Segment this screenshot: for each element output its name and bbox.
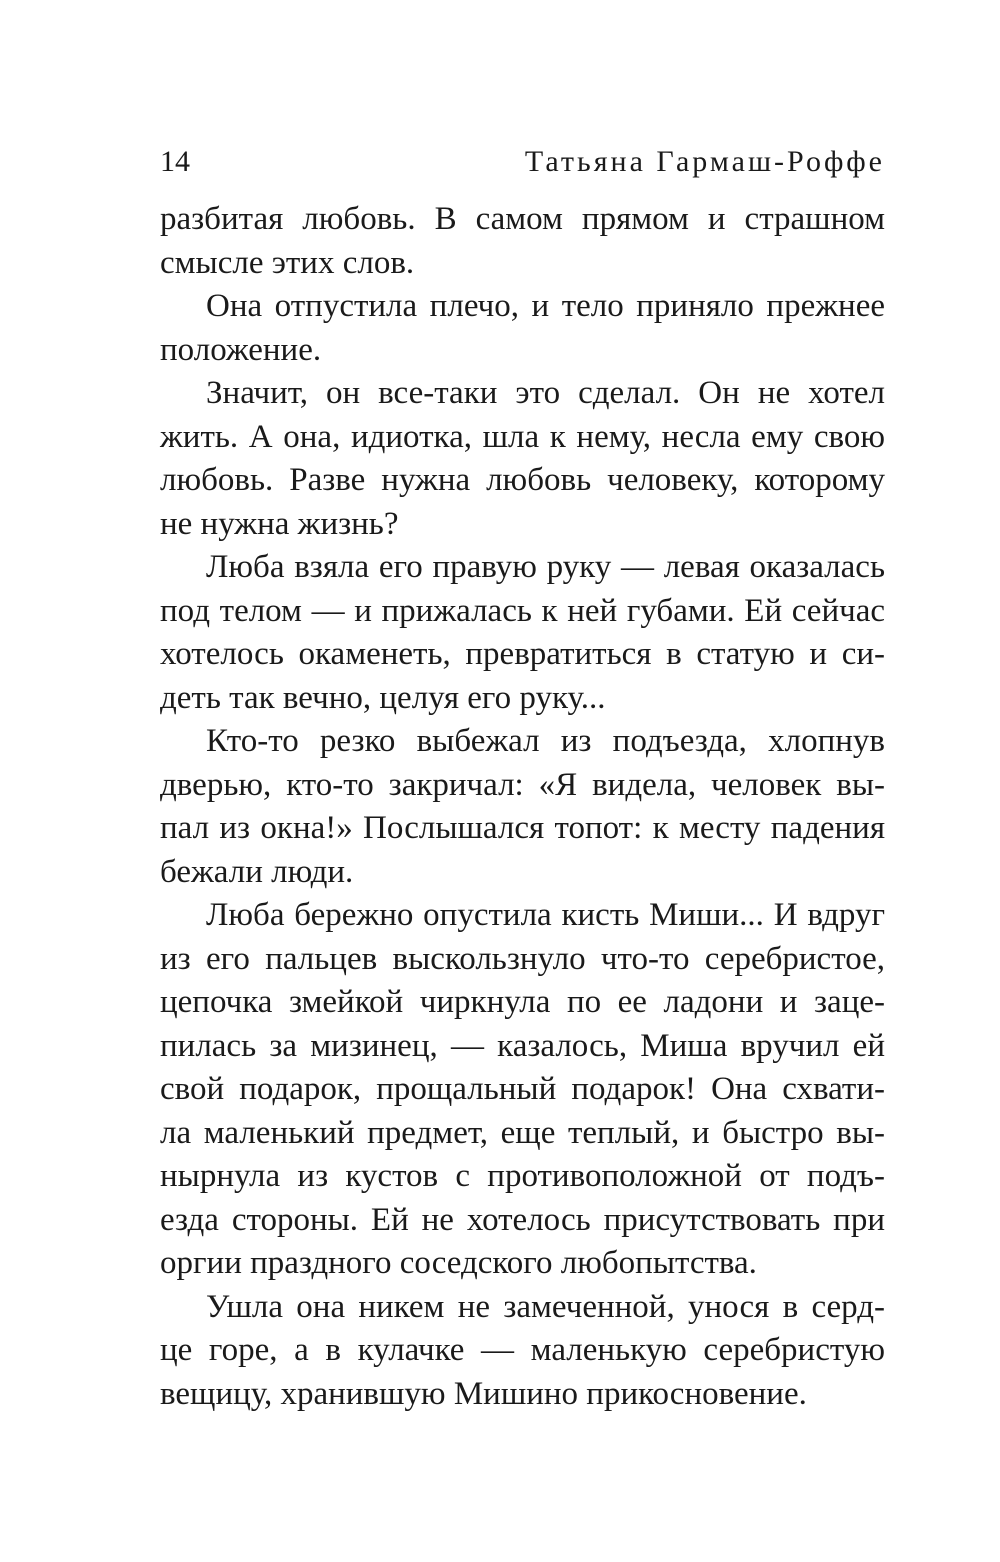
text-line: под телом — и прижалась к ней губами. Ей сейчас bbox=[160, 592, 885, 629]
text-line: Люба бережно опустила кисть Миши... И вдруг bbox=[206, 897, 885, 933]
paragraph bbox=[160, 894, 885, 1286]
text-line: разбитая любовь. В самом прямом и страшном bbox=[160, 201, 885, 237]
text-line: Она отпустила плечо, и тело приняло прежнее bbox=[206, 288, 885, 324]
text-line: Ушла она никем не замеченной, унося в серд- bbox=[206, 1288, 885, 1325]
running-head bbox=[160, 142, 885, 186]
text-line: положение. bbox=[160, 331, 322, 368]
text-line: Значит, он все-таки это сделал. Он не хотел bbox=[206, 375, 885, 411]
body-text bbox=[160, 198, 885, 1416]
text-line: пал из окна!» Послышался топот: к месту падения bbox=[160, 810, 885, 846]
text-line: нырнула из кустов с противоположной от подъ- bbox=[160, 1158, 885, 1194]
page-number: 14 bbox=[160, 145, 190, 178]
text-line: ла маленький предмет, еще теплый, и быстро вы- bbox=[160, 1114, 885, 1151]
text-line: дверью, кто-то закричал: «Я видела, человек вы- bbox=[160, 766, 885, 803]
text-line: свой подарок, прощальный подарок! Она схвати- bbox=[160, 1071, 885, 1107]
text-line: пилась за мизинец, — казалось, Миша вручил ей bbox=[160, 1027, 885, 1064]
text-line: бежали люди. bbox=[160, 853, 354, 890]
text-line: хотелось окаменеть, превратиться в статую и си- bbox=[160, 636, 885, 672]
running-head-author: Татьяна Гармаш-Роффе bbox=[524, 145, 885, 178]
text-line: деть так вечно, целуя его руку... bbox=[160, 679, 606, 716]
book-page bbox=[160, 142, 885, 1416]
text-line: смысле этих слов. bbox=[160, 244, 415, 281]
text-line: цепочка змейкой чиркнула по ее ладони и заце- bbox=[160, 984, 885, 1020]
paragraph bbox=[160, 546, 885, 720]
text-line: вещицу, хранившую Мишино прикосновение. bbox=[160, 1375, 807, 1412]
text-line: езда стороны. Ей не хотелось присутствовать при bbox=[160, 1201, 885, 1238]
text-line: любовь. Разве нужна любовь человеку, которому bbox=[160, 462, 885, 498]
paragraph bbox=[160, 285, 885, 372]
text-line: не нужна жизнь? bbox=[160, 505, 399, 542]
text-line: из его пальцев выскользнуло что-то серебристое, bbox=[160, 940, 885, 977]
text-line: це горе, а в кулачке — маленькую серебристую bbox=[160, 1332, 885, 1368]
text-line: Кто-то резко выбежал из подъезда, хлопнув bbox=[206, 723, 885, 759]
text-line: жить. А она, идиотка, шла к нему, несла ему свою bbox=[160, 418, 885, 455]
paragraph bbox=[160, 720, 885, 894]
paragraph bbox=[160, 198, 885, 285]
paragraph bbox=[160, 372, 885, 546]
text-line: оргии праздного соседского любопытства. bbox=[160, 1245, 757, 1281]
text-line: Люба взяла его правую руку — левая оказалась bbox=[206, 549, 885, 585]
paragraph bbox=[160, 1286, 885, 1417]
